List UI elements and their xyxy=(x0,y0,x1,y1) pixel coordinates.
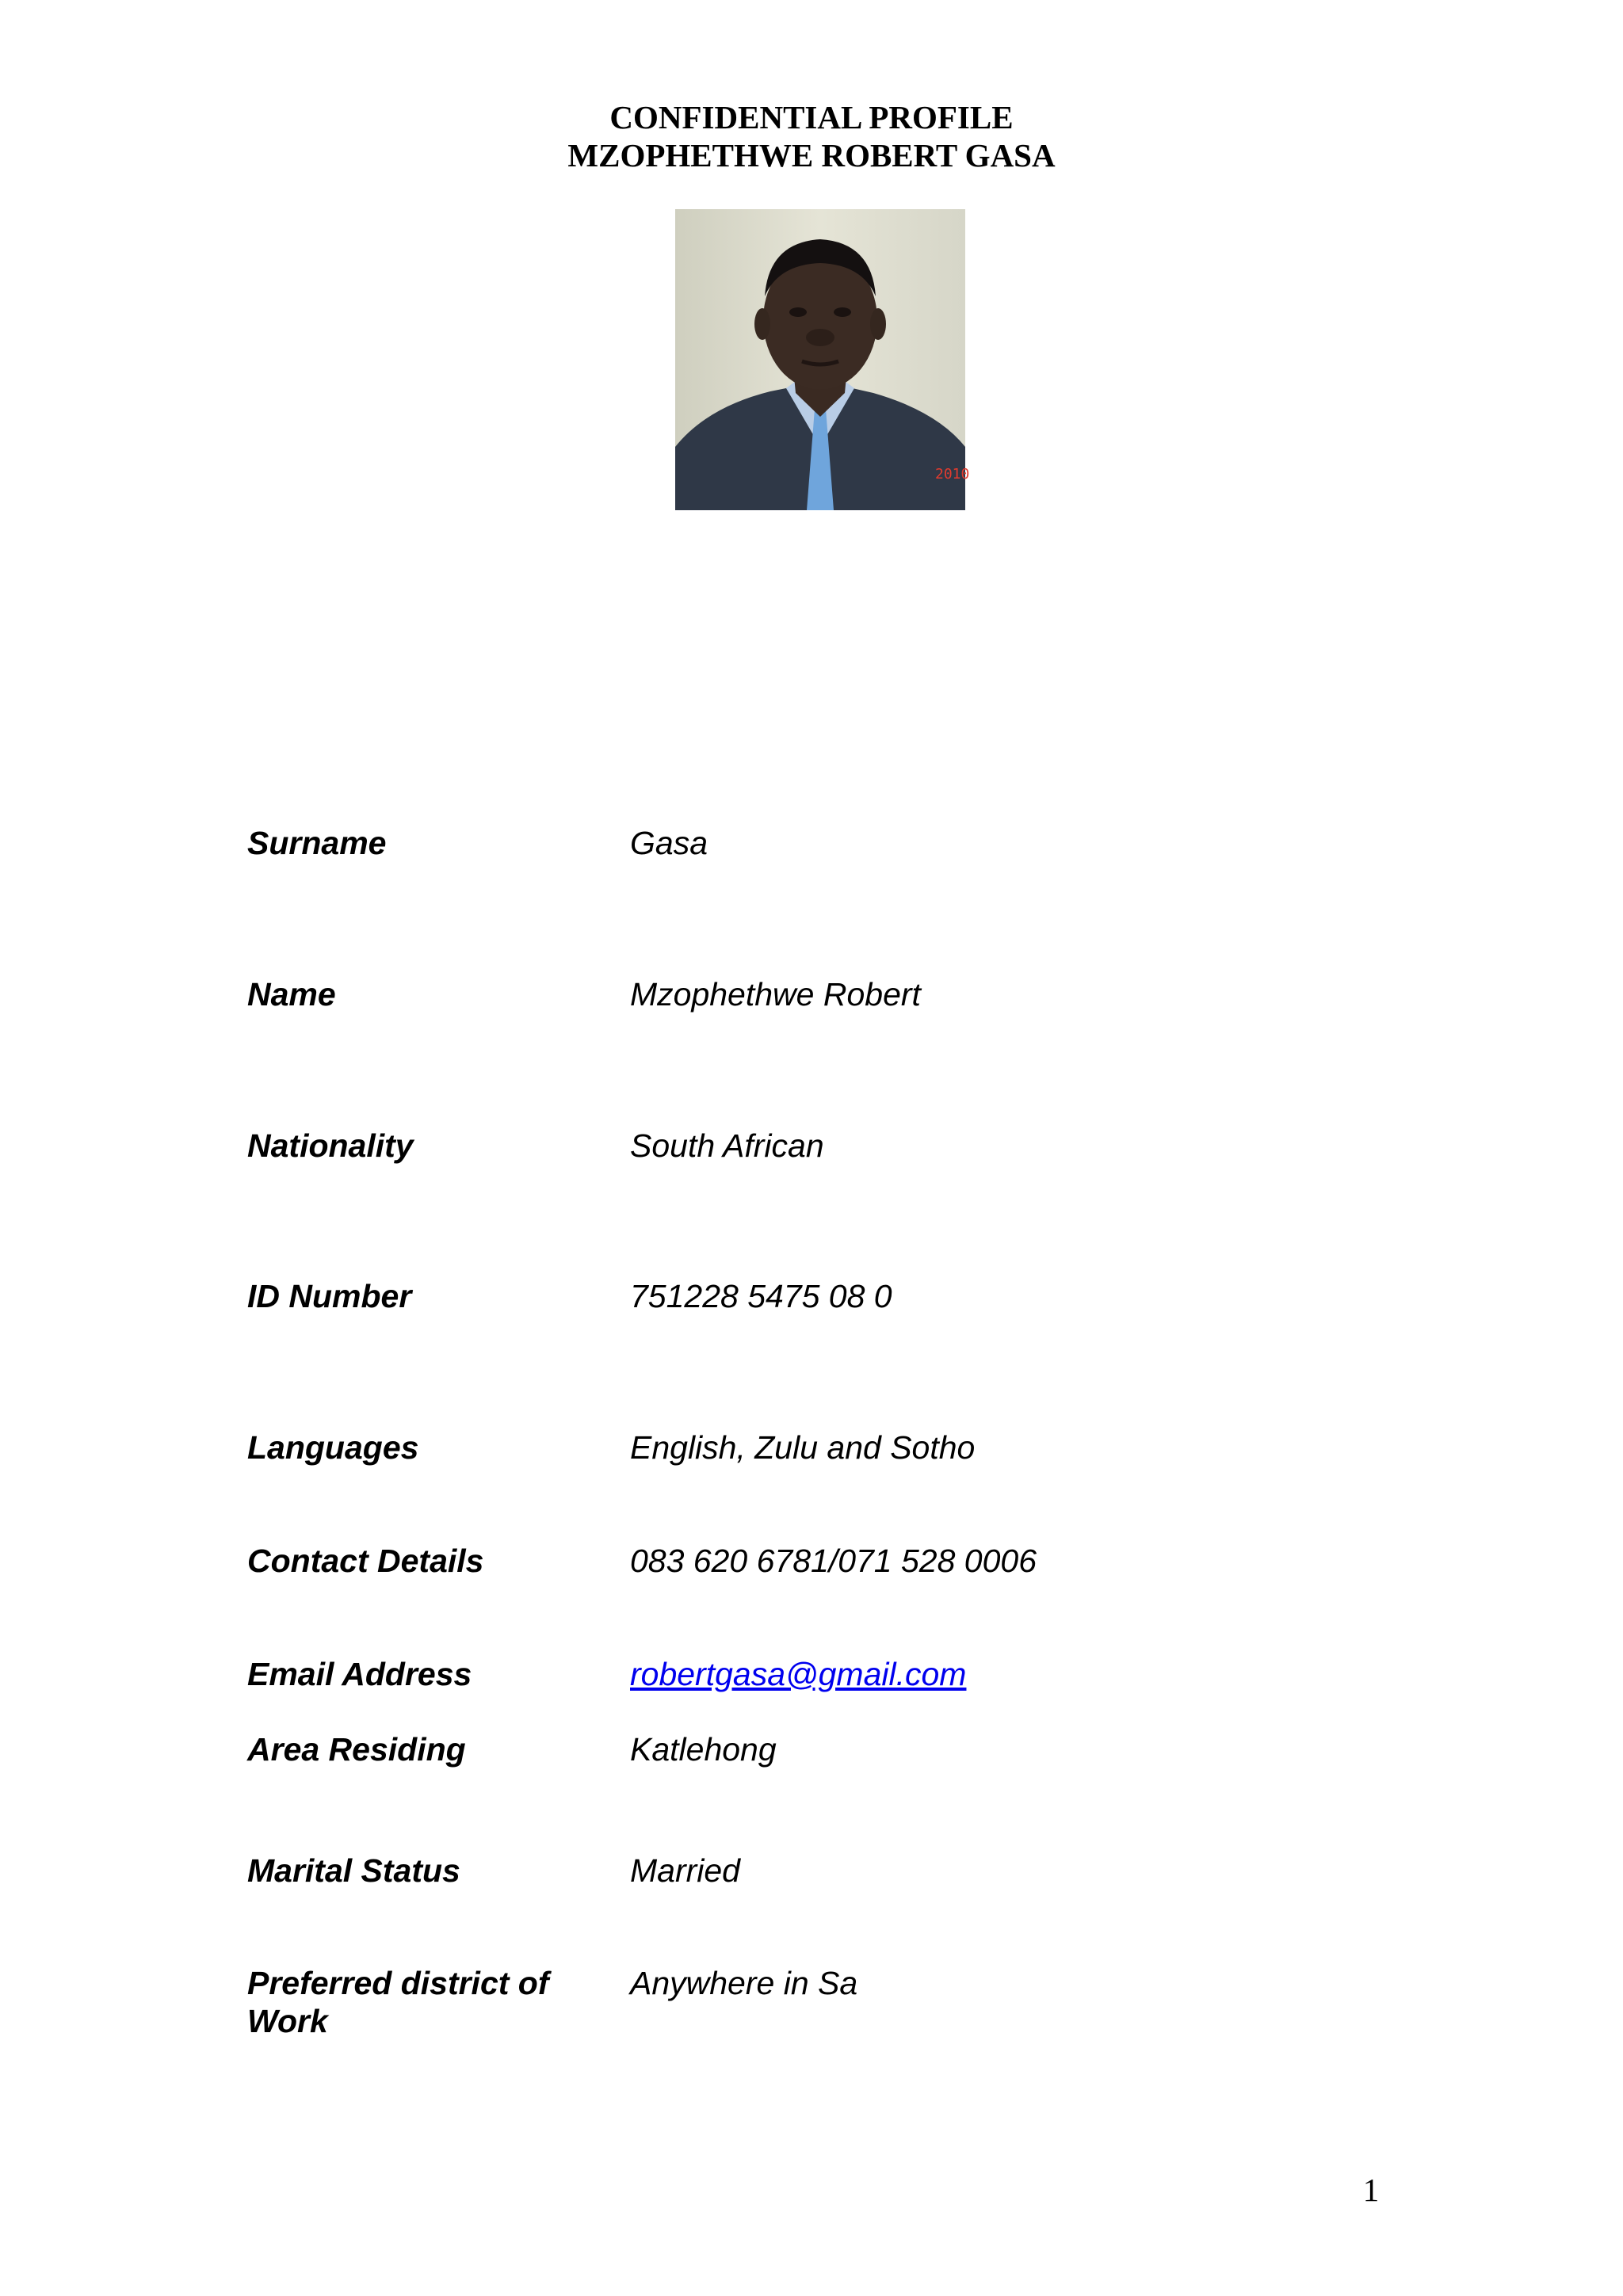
document-subtitle-name: MZOPHETHWE ROBERT GASA xyxy=(567,137,1056,174)
field-value-id-number: 751228 5475 08 0 xyxy=(630,1278,892,1314)
field-value-languages: English, Zulu and Sotho xyxy=(630,1429,976,1466)
field-value-email-address xyxy=(630,1655,966,1693)
field-value-marital-status: Married xyxy=(630,1852,740,1889)
field-label-email-address: Email Address xyxy=(247,1656,472,1692)
field-label-preferred-district: Preferred district of Work xyxy=(247,1965,549,2039)
field-label-area-residing: Area Residing xyxy=(247,1731,466,1768)
document-title: CONFIDENTIAL PROFILE xyxy=(609,99,1014,135)
field-label-surname: Surname xyxy=(247,825,387,861)
field-value-name: Mzophethwe Robert xyxy=(630,976,921,1013)
field-label-name: Name xyxy=(247,976,336,1013)
profile-photo xyxy=(675,209,970,510)
field-label-languages: Languages xyxy=(247,1429,419,1466)
field-label-marital-status: Marital Status xyxy=(247,1852,460,1889)
field-label-nationality: Nationality xyxy=(247,1127,414,1164)
field-value-area-residing: Katlehong xyxy=(630,1731,777,1768)
photo-date-stamp: 2010 xyxy=(935,466,970,482)
field-value-preferred-district: Anywhere in Sa xyxy=(630,1965,858,2001)
field-value-surname: Gasa xyxy=(630,825,708,861)
field-label-id-number: ID Number xyxy=(247,1278,412,1314)
field-label-contact-details: Contact Details xyxy=(247,1543,484,1579)
page-number: 1 xyxy=(1362,2172,1380,2208)
email-link[interactable]: robertgasa@gmail.com xyxy=(630,1656,967,1692)
field-value-contact-details: 083 620 6781/071 528 0006 xyxy=(630,1543,1037,1579)
field-value-nationality: South African xyxy=(630,1127,824,1164)
